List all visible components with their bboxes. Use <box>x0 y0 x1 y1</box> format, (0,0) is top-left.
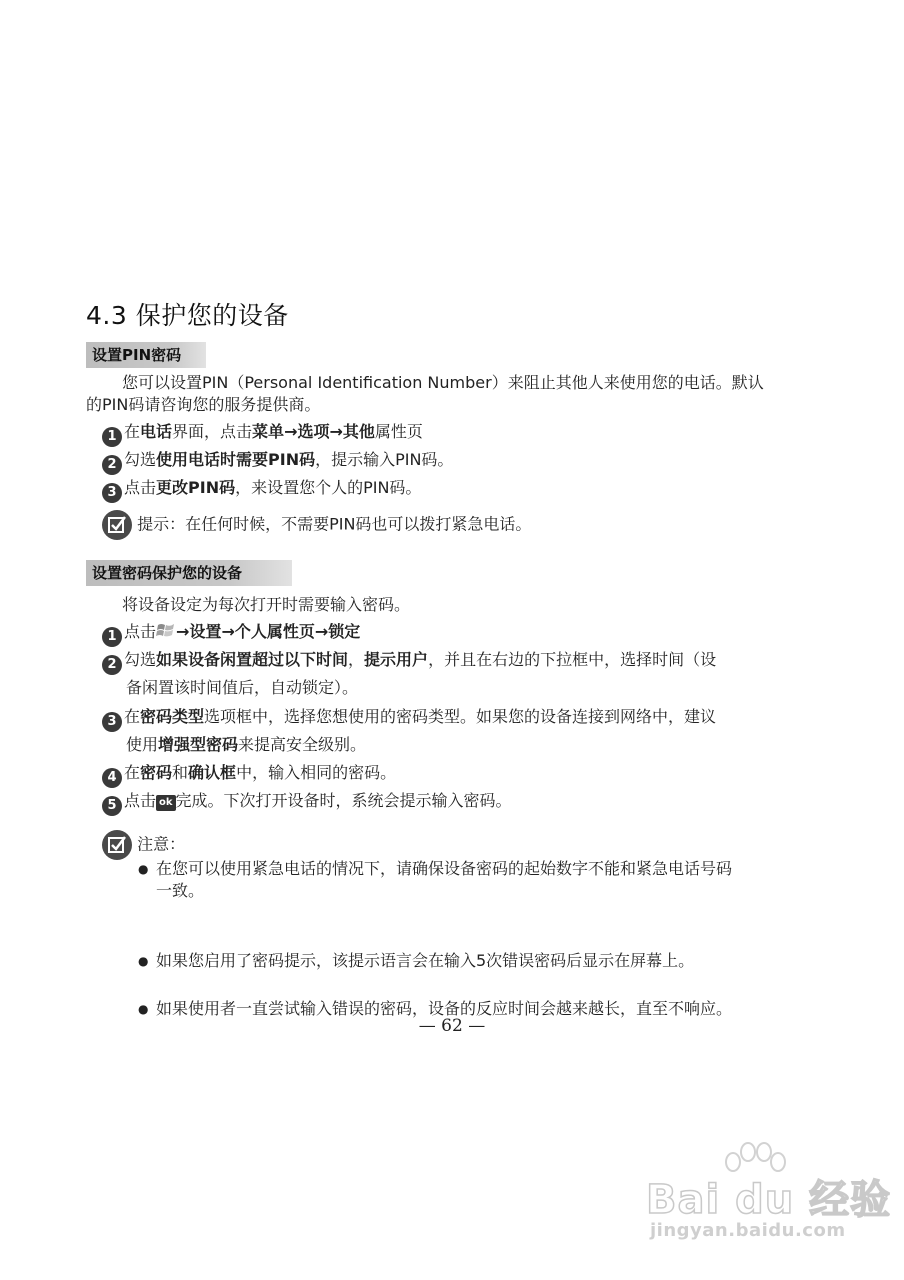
pwd-note-header <box>102 830 185 860</box>
checkbox-note-icon <box>102 830 132 860</box>
step-number-badge: 2 <box>102 455 122 475</box>
pwd-step-5: 5 点击 ok 完成。下次打开设备时，系统会提示输入密码。 <box>102 790 512 816</box>
pin-step-2: 2 勾选使用电话时需要PIN码，提示输入PIN码。 <box>102 449 453 475</box>
pwd-intro: 将设备设定为每次打开时需要输入密码。 <box>122 595 411 614</box>
arrow-icon: → <box>314 622 329 641</box>
arrow-icon: → <box>221 622 235 641</box>
pwd-step-2-cont: 备闲置该时间值后，自动锁定）。 <box>126 678 359 697</box>
step-number-badge: 3 <box>102 712 122 732</box>
step-number-badge: 1 <box>102 427 122 447</box>
step-number-badge: 5 <box>102 796 122 816</box>
pin-step-3: 3 点击更改PIN码，来设置您个人的PIN码。 <box>102 477 421 503</box>
note-label: 注意： <box>137 834 186 854</box>
note-item-2: ● 如果您启用了密码提示，该提示语言会在输入5次错误密码后显示在屏幕上。 <box>138 950 904 972</box>
page-number: — 62 — <box>418 1016 486 1036</box>
pin-step-1: 1 在电话界面，点击菜单→选项→其他属性页 <box>102 421 423 447</box>
step-number-badge: 3 <box>102 483 122 503</box>
pwd-step-1: 1 点击 →设置→个人属性页→锁定 <box>102 621 360 647</box>
arrow-icon: → <box>284 422 298 441</box>
step-number-badge: 1 <box>102 627 122 647</box>
section-title: 4.3 保护您的设备 <box>86 301 289 330</box>
arrow-icon: → <box>176 622 190 641</box>
pwd-step-3: 3 在密码类型选项框中，选择您想使用的密码类型。如果您的设备连接到网络中，建议 <box>102 706 716 732</box>
pwd-section-header: 设置密码保护您的设备 <box>86 560 292 586</box>
step-number-badge: 2 <box>102 655 122 675</box>
pwd-step-2: 2 勾选如果设备闲置超过以下时间，提示用户，并且在右边的下拉框中，选择时间（设 <box>102 649 716 675</box>
baidu-watermark-logo: Bai du 经验 <box>646 1177 892 1223</box>
note-item-3: ● 如果使用者一直尝试输入错误的密码，设备的反应时间会越来越长，直至不响应。 <box>138 998 904 1020</box>
checkbox-note-icon <box>102 510 132 540</box>
pwd-step-3-cont: 使用增强型密码来提高安全级别。 <box>126 735 367 754</box>
tip-text: 提示：在任何时候，不需要PIN码也可以拨打紧急电话。 <box>137 514 532 534</box>
pin-section-header: 设置PIN密码 <box>86 342 206 368</box>
step-number-badge: 4 <box>102 768 122 788</box>
windows-start-icon <box>156 622 176 640</box>
pin-intro-line2: 的PIN码请咨询您的服务提供商。 <box>86 395 321 414</box>
baidu-watermark-url: jingyan.baidu.com <box>650 1220 846 1241</box>
pin-intro-line1: 您可以设置PIN（Personal Identification Number）来阻止其他人来使用您的电话。默认 <box>122 373 764 392</box>
ok-button-icon: ok <box>156 795 176 811</box>
arrow-icon: → <box>329 422 343 441</box>
note-item-1: ● 在您可以使用紧急电话的情况下，请确保设备密码的起始数字不能和紧急电话号码 一致。 <box>138 858 904 902</box>
pwd-step-4: 4 在密码和确认框中，输入相同的密码。 <box>102 762 396 788</box>
pin-tip <box>102 510 531 540</box>
